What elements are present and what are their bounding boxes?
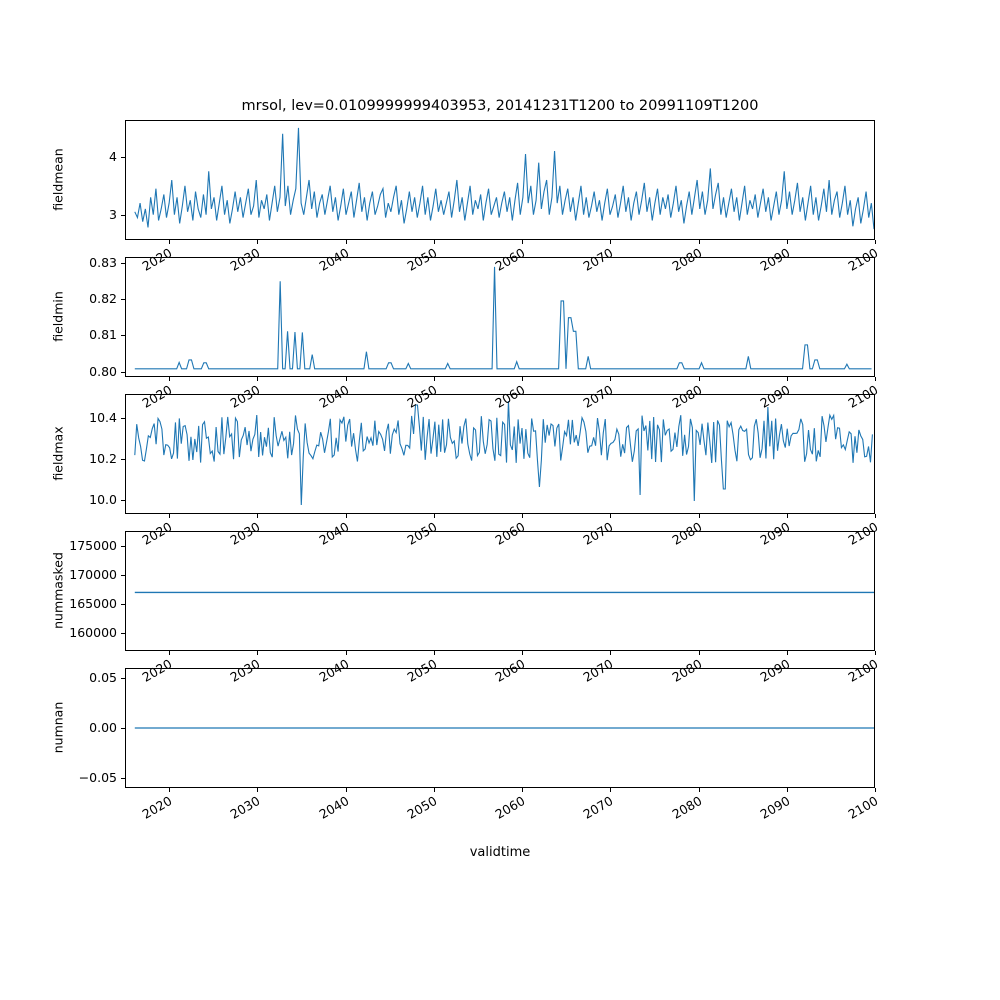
- xtick-label: 2040: [316, 793, 352, 822]
- ytick-label: 10.0: [89, 491, 117, 507]
- ytick-mark: [121, 575, 125, 576]
- xtick-mark: [522, 788, 523, 792]
- ytick-label: 4: [109, 148, 117, 164]
- xtick-mark: [875, 377, 876, 381]
- plot-area-fieldmean: [126, 121, 874, 239]
- xtick-label: 2100: [845, 382, 881, 411]
- xtick-label: 2100: [845, 245, 881, 274]
- xtick-label: 2070: [580, 519, 616, 548]
- xtick-mark: [610, 651, 611, 655]
- ytick-mark: [121, 604, 125, 605]
- ytick-label: 175000: [69, 537, 117, 553]
- xtick-label: 2080: [668, 793, 704, 822]
- xtick-label: 2100: [845, 519, 881, 548]
- series-fieldmean: [126, 121, 874, 239]
- xtick-label: 2080: [668, 656, 704, 685]
- xtick-mark: [346, 377, 347, 381]
- xtick-mark: [610, 788, 611, 792]
- xtick-label: 2030: [227, 656, 263, 685]
- ytick-mark: [121, 335, 125, 336]
- ytick-mark: [121, 157, 125, 158]
- ytick-mark: [121, 418, 125, 419]
- xtick-mark: [522, 377, 523, 381]
- xtick-mark: [434, 788, 435, 792]
- xtick-mark: [434, 651, 435, 655]
- xtick-mark: [257, 651, 258, 655]
- xtick-label: 2040: [316, 656, 352, 685]
- ytick-mark: [121, 678, 125, 679]
- xtick-label: 2060: [492, 519, 528, 548]
- xtick-mark: [346, 514, 347, 518]
- xtick-label: 2050: [404, 519, 440, 548]
- xtick-mark: [257, 788, 258, 792]
- xtick-label: 2020: [139, 245, 175, 274]
- xtick-label: 2090: [757, 656, 793, 685]
- xtick-mark: [699, 240, 700, 244]
- xtick-label: 2090: [757, 382, 793, 411]
- ytick-label: 0.83: [89, 254, 117, 270]
- xtick-label: 2090: [757, 793, 793, 822]
- xtick-mark: [522, 514, 523, 518]
- ytick-label: 170000: [69, 566, 117, 582]
- ytick-mark: [121, 459, 125, 460]
- xtick-mark: [699, 514, 700, 518]
- ytick-label: 0.82: [89, 290, 117, 306]
- xtick-mark: [875, 651, 876, 655]
- ytick-mark: [121, 372, 125, 373]
- xtick-label: 2030: [227, 519, 263, 548]
- xtick-mark: [787, 651, 788, 655]
- ytick-label: 0.81: [89, 327, 117, 343]
- xtick-mark: [610, 240, 611, 244]
- xtick-mark: [434, 514, 435, 518]
- xtick-label: 2070: [580, 793, 616, 822]
- xtick-label: 2040: [316, 245, 352, 274]
- ytick-label: 160000: [69, 625, 117, 641]
- xtick-mark: [787, 377, 788, 381]
- xtick-mark: [699, 788, 700, 792]
- xtick-mark: [169, 651, 170, 655]
- xtick-mark: [787, 240, 788, 244]
- xtick-mark: [522, 240, 523, 244]
- xtick-mark: [610, 514, 611, 518]
- figure-title: mrsol, lev=0.0109999999403953, 20141231T1200 to 20991109T1200: [241, 98, 759, 114]
- xtick-mark: [434, 377, 435, 381]
- xtick-label: 2050: [404, 382, 440, 411]
- ytick-mark: [121, 215, 125, 216]
- xtick-mark: [346, 240, 347, 244]
- xtick-mark: [169, 377, 170, 381]
- xtick-label: 2060: [492, 656, 528, 685]
- xtick-mark: [522, 651, 523, 655]
- ylabel-numnan: numnan: [50, 701, 66, 754]
- xtick-label: 2070: [580, 656, 616, 685]
- xtick-label: 2100: [845, 793, 881, 822]
- ylabel-nummasked: nummasked: [50, 552, 66, 629]
- xtick-mark: [787, 514, 788, 518]
- panel-fieldmean: [125, 120, 875, 240]
- xtick-label: 2030: [227, 245, 263, 274]
- xtick-label: 2020: [139, 793, 175, 822]
- xtick-mark: [875, 240, 876, 244]
- xtick-mark: [169, 240, 170, 244]
- xtick-mark: [346, 788, 347, 792]
- ytick-label: 0.05: [89, 670, 117, 685]
- xtick-label: 2080: [668, 519, 704, 548]
- ylabel-fieldmin: fieldmin: [50, 291, 66, 342]
- xtick-mark: [257, 377, 258, 381]
- xtick-label: 2070: [580, 382, 616, 411]
- xtick-mark: [787, 788, 788, 792]
- xtick-mark: [875, 788, 876, 792]
- xtick-mark: [610, 377, 611, 381]
- ytick-mark: [121, 728, 125, 729]
- ytick-mark: [121, 633, 125, 634]
- xtick-mark: [699, 651, 700, 655]
- xtick-label: 2060: [492, 245, 528, 274]
- xtick-mark: [346, 651, 347, 655]
- xtick-label: 2090: [757, 245, 793, 274]
- xaxis-label: validtime: [469, 845, 531, 860]
- xtick-label: 2030: [227, 382, 263, 411]
- xtick-label: 2050: [404, 656, 440, 685]
- ytick-label: 165000: [69, 596, 117, 612]
- ytick-label: 0.80: [89, 363, 117, 379]
- xtick-label: 2060: [492, 382, 528, 411]
- ytick-mark: [121, 299, 125, 300]
- xtick-label: 2040: [316, 519, 352, 548]
- xtick-label: 2050: [404, 793, 440, 822]
- xtick-label: 2030: [227, 793, 263, 822]
- ytick-mark: [121, 546, 125, 547]
- xtick-mark: [699, 377, 700, 381]
- xtick-label: 2080: [668, 245, 704, 274]
- ytick-label: 0.00: [89, 720, 117, 735]
- ylabel-fieldmax: fieldmax: [50, 426, 66, 481]
- xtick-mark: [169, 514, 170, 518]
- ytick-label: 10.2: [89, 451, 117, 467]
- ytick-mark: [121, 778, 125, 779]
- ylabel-fieldmean: fieldmean: [50, 148, 66, 211]
- ytick-mark: [121, 500, 125, 501]
- xtick-label: 2090: [757, 519, 793, 548]
- xtick-mark: [169, 788, 170, 792]
- xtick-label: 2050: [404, 245, 440, 274]
- ytick-label: 10.4: [89, 410, 117, 426]
- ytick-label: −0.05: [78, 770, 117, 785]
- xtick-label: 2020: [139, 656, 175, 685]
- ytick-label: 3: [109, 207, 117, 223]
- xtick-label: 2060: [492, 793, 528, 822]
- xtick-label: 2100: [845, 656, 881, 685]
- xtick-mark: [434, 240, 435, 244]
- xtick-label: 2020: [139, 382, 175, 411]
- xtick-label: 2080: [668, 382, 704, 411]
- xtick-mark: [257, 514, 258, 518]
- xtick-mark: [257, 240, 258, 244]
- xtick-label: 2040: [316, 382, 352, 411]
- xtick-mark: [875, 514, 876, 518]
- xtick-label: 2070: [580, 245, 616, 274]
- xtick-label: 2020: [139, 519, 175, 548]
- ytick-mark: [121, 263, 125, 264]
